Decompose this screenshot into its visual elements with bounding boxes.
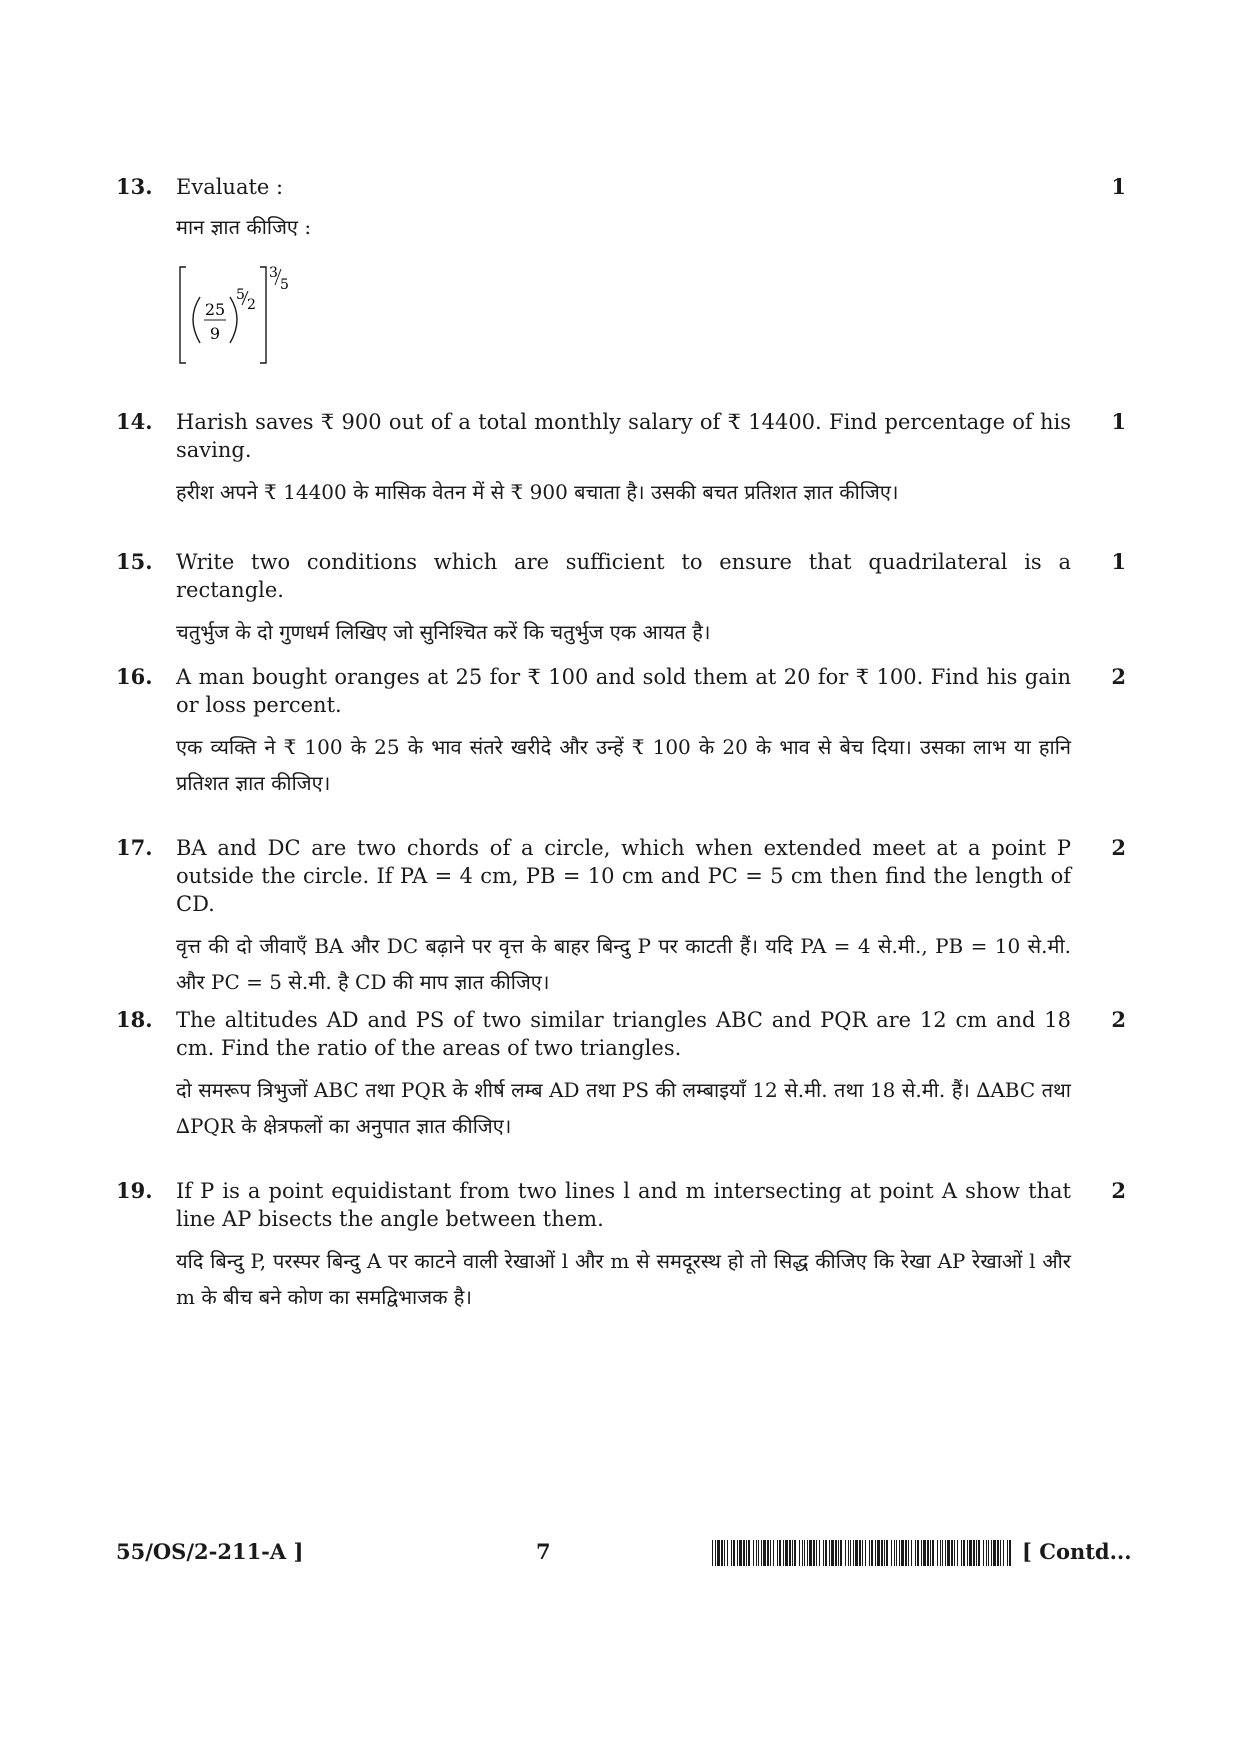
inner-exponent-numerator: 5 bbox=[236, 287, 245, 303]
barcode-bar bbox=[988, 1540, 989, 1566]
barcode-bar bbox=[794, 1540, 796, 1566]
barcode-bar bbox=[954, 1540, 955, 1566]
barcode-bar bbox=[823, 1540, 824, 1566]
barcode-bar bbox=[835, 1540, 837, 1566]
barcode-bar bbox=[758, 1540, 759, 1566]
barcode-bar bbox=[848, 1540, 849, 1566]
barcode-bar bbox=[986, 1540, 987, 1566]
barcode-bar bbox=[829, 1540, 830, 1566]
barcode-bar bbox=[963, 1540, 965, 1566]
question-number: 19. bbox=[116, 1178, 153, 1203]
barcode-bar bbox=[869, 1540, 870, 1566]
barcode bbox=[712, 1540, 1012, 1566]
barcode-bar bbox=[1009, 1540, 1011, 1566]
question-text-hindi: मान ज्ञात कीजिए : bbox=[176, 215, 312, 239]
barcode-bar bbox=[930, 1540, 931, 1566]
question-18 bbox=[116, 1006, 1126, 1144]
barcode-bar bbox=[997, 1540, 999, 1566]
barcode-bar bbox=[877, 1540, 880, 1566]
left-bracket bbox=[180, 267, 186, 363]
question-text-hindi: वृत्त की दो जीवाएँ BA और DC बढ़ाने पर वृत्त के बाहर बिन्दु P पर काटती हैं। यदि PA = 4 से.मी., PB = 10 से.मी. और PC = 5 से.मी. है CD की माप ज्ञात कीजिए। bbox=[176, 934, 1071, 994]
barcode-bar bbox=[921, 1540, 922, 1566]
barcode-bar bbox=[712, 1540, 713, 1566]
barcode-bar bbox=[789, 1540, 791, 1566]
barcode-bar bbox=[917, 1540, 919, 1566]
barcode-bar bbox=[779, 1540, 781, 1566]
barcode-bar bbox=[721, 1540, 723, 1566]
barcode-bar bbox=[756, 1540, 757, 1566]
question-marks: 1 bbox=[1111, 409, 1126, 434]
barcode-bar bbox=[825, 1540, 827, 1566]
barcode-bar bbox=[899, 1540, 900, 1566]
barcode-bar bbox=[862, 1540, 863, 1566]
barcode-bar bbox=[957, 1540, 958, 1566]
barcode-bar bbox=[894, 1540, 895, 1566]
barcode-bar bbox=[891, 1540, 892, 1566]
barcode-bar bbox=[761, 1540, 762, 1566]
question-number: 15. bbox=[116, 549, 153, 574]
barcode-bar bbox=[838, 1540, 839, 1566]
barcode-bar bbox=[737, 1540, 738, 1566]
barcode-bar bbox=[884, 1540, 885, 1566]
question-text-english: Harish saves ₹ 900 out of a total monthly salary of ₹ 14400. Find percentage of his saving. bbox=[176, 410, 1071, 462]
barcode-bar bbox=[816, 1540, 817, 1566]
question-marks: 1 bbox=[1111, 174, 1126, 199]
barcode-bar bbox=[715, 1540, 716, 1566]
barcode-bar bbox=[767, 1540, 769, 1566]
barcode-bar bbox=[850, 1540, 851, 1566]
barcode-bar bbox=[853, 1540, 854, 1566]
barcode-bar bbox=[807, 1540, 808, 1566]
question-marks: 2 bbox=[1111, 664, 1126, 689]
paper-code: 55/OS/2-211-A ] bbox=[116, 1539, 304, 1564]
outer-exponent-denominator: 5 bbox=[280, 277, 289, 293]
outer-exponent-numerator: 3 bbox=[269, 265, 278, 281]
question-number: 16. bbox=[116, 664, 153, 689]
barcode-bar bbox=[802, 1540, 803, 1566]
barcode-bar bbox=[871, 1540, 873, 1566]
barcode-bar bbox=[733, 1540, 735, 1566]
barcode-bar bbox=[865, 1540, 866, 1566]
barcode-bar bbox=[978, 1540, 980, 1566]
barcode-bar bbox=[804, 1540, 805, 1566]
barcode-bar bbox=[809, 1540, 812, 1566]
barcode-bar bbox=[976, 1540, 977, 1566]
barcode-bar bbox=[731, 1540, 732, 1566]
question-text-english: Evaluate : bbox=[176, 175, 284, 199]
barcode-bar bbox=[792, 1540, 793, 1566]
question-number: 17. bbox=[116, 835, 153, 860]
right-paren bbox=[230, 297, 237, 343]
barcode-bar bbox=[940, 1540, 941, 1566]
barcode-bar bbox=[886, 1540, 888, 1566]
barcode-bar bbox=[785, 1540, 788, 1566]
barcode-bar bbox=[717, 1540, 720, 1566]
question-text-english: BA and DC are two chords of a circle, which when extended meet at a point P outside the circle. If PA = 4 cm, PB = 10 cm and PC = 5 cm then find the length of CD. bbox=[176, 836, 1071, 916]
fraction-denominator: 9 bbox=[209, 324, 221, 343]
barcode-bar bbox=[923, 1540, 926, 1566]
barcode-bar bbox=[813, 1540, 815, 1566]
barcode-bar bbox=[845, 1540, 846, 1566]
question-marks: 2 bbox=[1111, 1178, 1126, 1203]
question-19 bbox=[116, 1177, 1126, 1315]
barcode-bar bbox=[945, 1540, 946, 1566]
barcode-bar bbox=[724, 1540, 725, 1566]
barcode-bar bbox=[937, 1540, 938, 1566]
fraction-numerator: 25 bbox=[204, 300, 226, 319]
barcode-bar bbox=[1007, 1540, 1008, 1566]
question-marks: 2 bbox=[1111, 1007, 1126, 1032]
math-expression bbox=[176, 263, 316, 383]
question-13 bbox=[116, 173, 1126, 343]
question-16 bbox=[116, 663, 1126, 801]
barcode-bar bbox=[859, 1540, 861, 1566]
question-number: 14. bbox=[116, 409, 153, 434]
barcode-bar bbox=[777, 1540, 778, 1566]
barcode-bar bbox=[763, 1540, 766, 1566]
continued-label: [ Contd... bbox=[1022, 1539, 1132, 1564]
barcode-bar bbox=[932, 1540, 934, 1566]
barcode-bar bbox=[993, 1540, 996, 1566]
barcode-bar bbox=[947, 1540, 950, 1566]
right-bracket bbox=[260, 267, 266, 363]
question-text-english: A man bought oranges at 25 for ₹ 100 and sold them at 20 for ₹ 100. Find his gain or loss percent. bbox=[176, 665, 1071, 717]
barcode-bar bbox=[951, 1540, 953, 1566]
left-paren bbox=[193, 297, 200, 343]
question-text-english: The altitudes AD and PS of two similar triangles ABC and PQR are 12 cm and 18 cm. Find the ratio of the areas of two triangles. bbox=[176, 1008, 1071, 1060]
barcode-bar bbox=[983, 1540, 984, 1566]
question-text-hindi: चतुर्भुज के दो गुणधर्म लिखिए जो सुनिश्चित करें कि चतुर्भुज एक आयत है। bbox=[176, 620, 711, 644]
page-number: 7 bbox=[536, 1539, 551, 1564]
question-text-english: Write two conditions which are sufficient to ensure that quadrilateral is a rectangle. bbox=[176, 550, 1071, 602]
barcode-bar bbox=[840, 1540, 842, 1566]
barcode-bar bbox=[875, 1540, 876, 1566]
barcode-bar bbox=[819, 1540, 820, 1566]
barcode-bar bbox=[961, 1540, 962, 1566]
barcode-bar bbox=[748, 1540, 750, 1566]
barcode-bar bbox=[896, 1540, 897, 1566]
question-text-hindi: हरीश अपने ₹ 14400 के मासिक वेतन में से ₹ 900 बचाता है। उसकी बचत प्रतिशत ज्ञात कीजिए। bbox=[176, 480, 899, 504]
barcode-bar bbox=[905, 1540, 907, 1566]
question-marks: 2 bbox=[1111, 835, 1126, 860]
question-text-english: If P is a point equidistant from two lines l and m intersecting at point A show that line AP bisects the angle between them. bbox=[176, 1179, 1071, 1231]
barcode-bar bbox=[783, 1540, 784, 1566]
barcode-bar bbox=[911, 1540, 912, 1566]
question-17 bbox=[116, 834, 1126, 1000]
question-15 bbox=[116, 548, 1126, 650]
question-number: 13. bbox=[116, 174, 153, 199]
question-text-hindi: दो समरूप त्रिभुजों ABC तथा PQR के शीर्ष लम्ब AD तथा PS की लम्बाइयाँ 12 से.मी. तथा 18 से.मी. हैं। ∆ABC तथा ∆PQR के क्षेत्रफलों का अनुपात ज्ञात कीजिए। bbox=[176, 1078, 1071, 1138]
barcode-bar bbox=[773, 1540, 774, 1566]
question-14 bbox=[116, 408, 1126, 510]
inner-exponent-denominator: 2 bbox=[247, 297, 256, 313]
barcode-bar bbox=[927, 1540, 929, 1566]
barcode-bar bbox=[855, 1540, 858, 1566]
barcode-bar bbox=[915, 1540, 916, 1566]
question-number: 18. bbox=[116, 1007, 153, 1032]
barcode-bar bbox=[901, 1540, 904, 1566]
question-text-hindi: यदि बिन्दु P, परस्पर बिन्दु A पर काटने वाली रेखाओं l और m से समदूरस्थ हो तो सिद्ध कीजिए कि रेखा AP रेखाओं l और m के बीच बने कोण का समद्विभाजक है। bbox=[176, 1249, 1071, 1309]
barcode-bar bbox=[969, 1540, 972, 1566]
barcode-bar bbox=[727, 1540, 728, 1566]
barcode-bar bbox=[1003, 1540, 1004, 1566]
question-marks: 1 bbox=[1111, 549, 1126, 574]
barcode-bar bbox=[942, 1540, 943, 1566]
barcode-bar bbox=[831, 1540, 834, 1566]
question-text-hindi: एक व्यक्ति ने ₹ 100 के 25 के भाव संतरे खरीदे और उन्हें ₹ 100 के 20 के भाव से बेच दिया। उसका लाभ या हानि प्रतिशत ज्ञात कीजिए। bbox=[176, 735, 1071, 795]
barcode-bar bbox=[991, 1540, 992, 1566]
barcode-bar bbox=[739, 1540, 742, 1566]
barcode-bar bbox=[908, 1540, 909, 1566]
barcode-bar bbox=[743, 1540, 745, 1566]
barcode-bar bbox=[753, 1540, 754, 1566]
barcode-bar bbox=[770, 1540, 771, 1566]
barcode-bar bbox=[1000, 1540, 1001, 1566]
barcode-bar bbox=[799, 1540, 800, 1566]
barcode-bar bbox=[746, 1540, 747, 1566]
barcode-bar bbox=[973, 1540, 975, 1566]
barcode-bar bbox=[881, 1540, 883, 1566]
barcode-bar bbox=[967, 1540, 968, 1566]
